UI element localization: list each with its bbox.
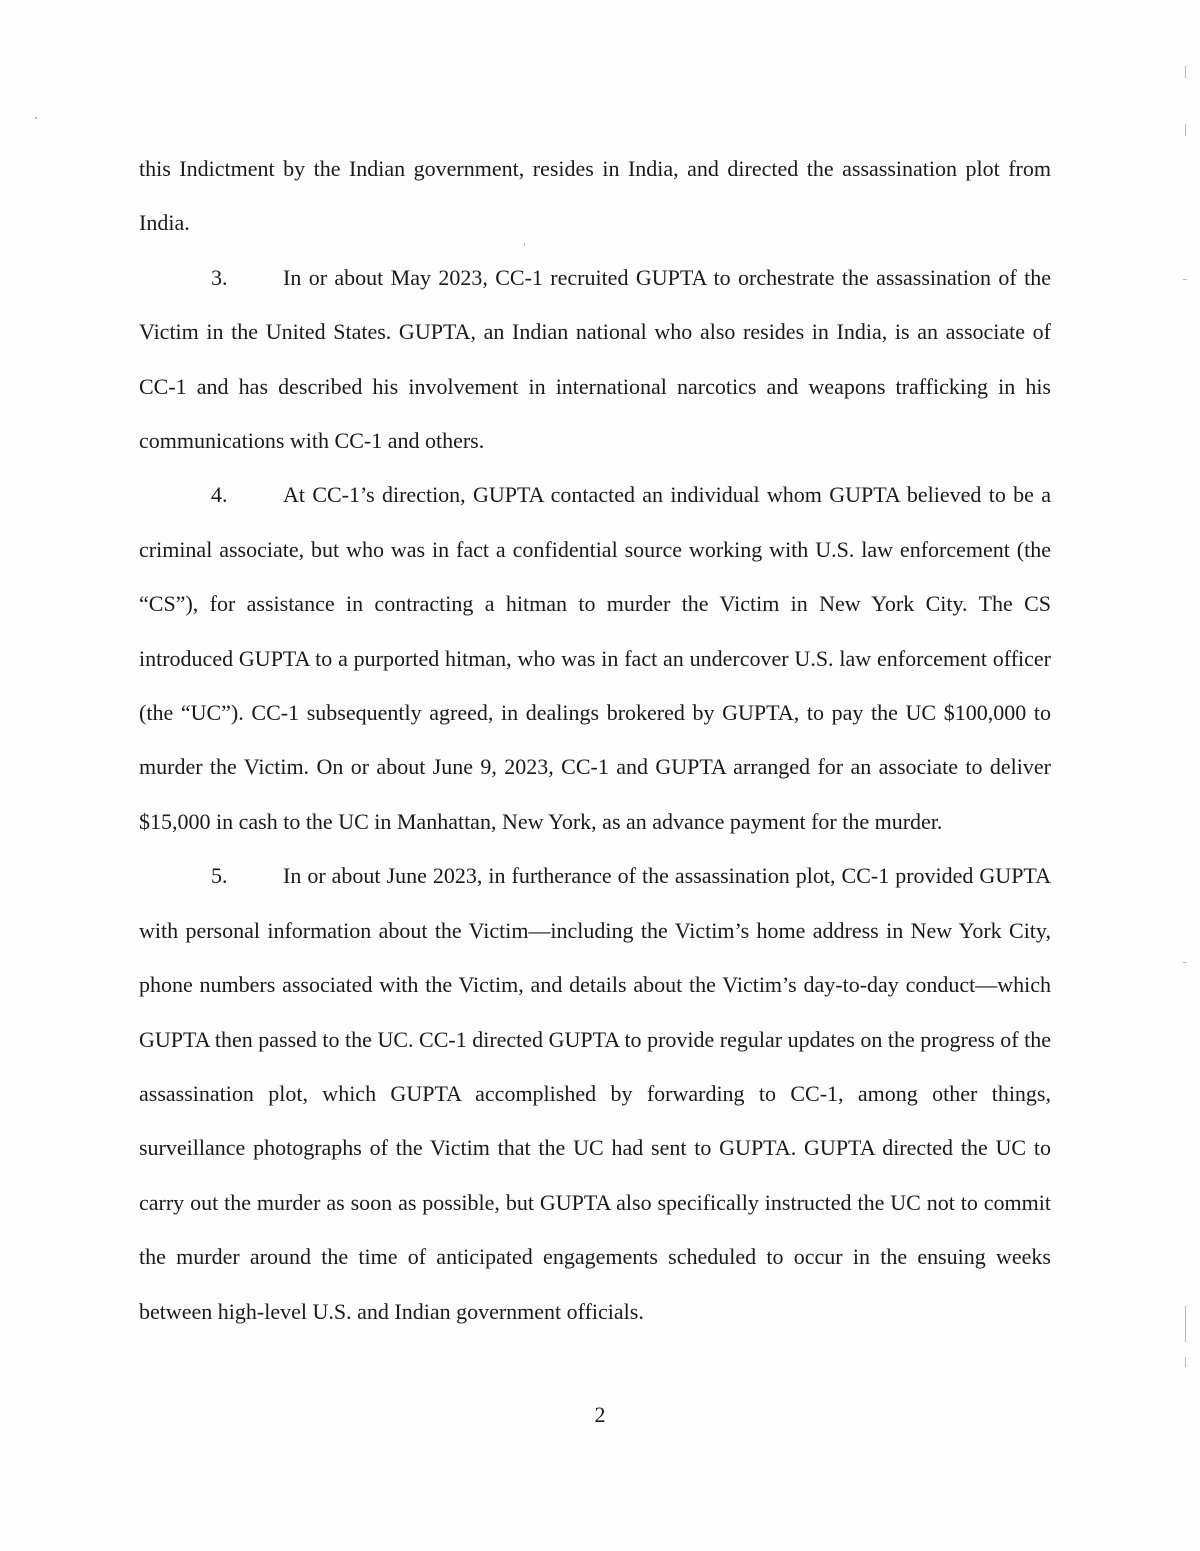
scan-speck [1185,1357,1186,1367]
page-number: 2 [594,1402,606,1427]
scan-speck [1185,124,1186,136]
scan-speck [1183,279,1187,280]
paragraph-text: At CC-1’s direction, GUPTA contacted an individual whom GUPTA believed to be a criminal associate, but who was in fact a confidential source working with U.S. law enforcement (the “CS”), for assistance in contracting a hitman to murder the Victim in New York City. The CS introduced GUPTA to a purported hitman, who was in fact an undercover U.S. law enforcement officer (the “UC”). CC-1 subsequently agreed, in dealings brokered by GUPTA, to pay the UC $100,000 to murder the Victim. On or about June 9, 2023, CC-1 and GUPTA arranged for an associate to deliver $15,000 in cash to the UC in Manhattan, New York, as an advance payment for the murder. [139,482,1051,834]
paragraph-text: this Indictment by the Indian government, resides in India, and directed the assassination plot from India. [139,156,1051,236]
scan-speck [35,117,37,119]
document-body [139,142,1051,1339]
paragraph-number: 5. [211,863,228,889]
scan-speck [1185,66,1186,78]
scan-speck [1185,1306,1186,1342]
paragraph-continued [139,142,1051,251]
paragraph-3 [139,251,1051,469]
paragraph-text: In or about June 2023, in furtherance of the assassination plot, CC-1 provided GUPTA with personal information about the Victim—including the Victim’s home address in New York City, phone numbers associated with the Victim, and details about the Victim’s day-to-day conduct—which GUPTA then passed to the UC. CC-1 directed GUPTA to provide regular updates on the progress of the assassination plot, which GUPTA accomplished by forwarding to CC-1, among other things, surveillance photographs of the Victim that the UC had sent to GUPTA. GUPTA directed the UC to carry out the murder as soon as possible, but GUPTA also specifically instructed the UC not to commit the murder around the time of anticipated engagements scheduled to occur in the ensuing weeks between high-level U.S. and Indian government officials. [139,863,1051,1324]
paragraph-number: 3. [211,264,228,290]
paragraph-5 [139,849,1051,1339]
paragraph-number: 4. [211,482,228,508]
paragraph-4 [139,468,1051,849]
scan-speck [1183,962,1187,963]
paragraph-text: In or about May 2023, CC-1 recruited GUPTA to orchestrate the assassination of the Victim in the United States. GUPTA, an Indian national who also resides in India, is an associate of CC-1 and has described his involvement in international narcotics and weapons trafficking in his communications with CC-1 and others. [139,264,1051,454]
